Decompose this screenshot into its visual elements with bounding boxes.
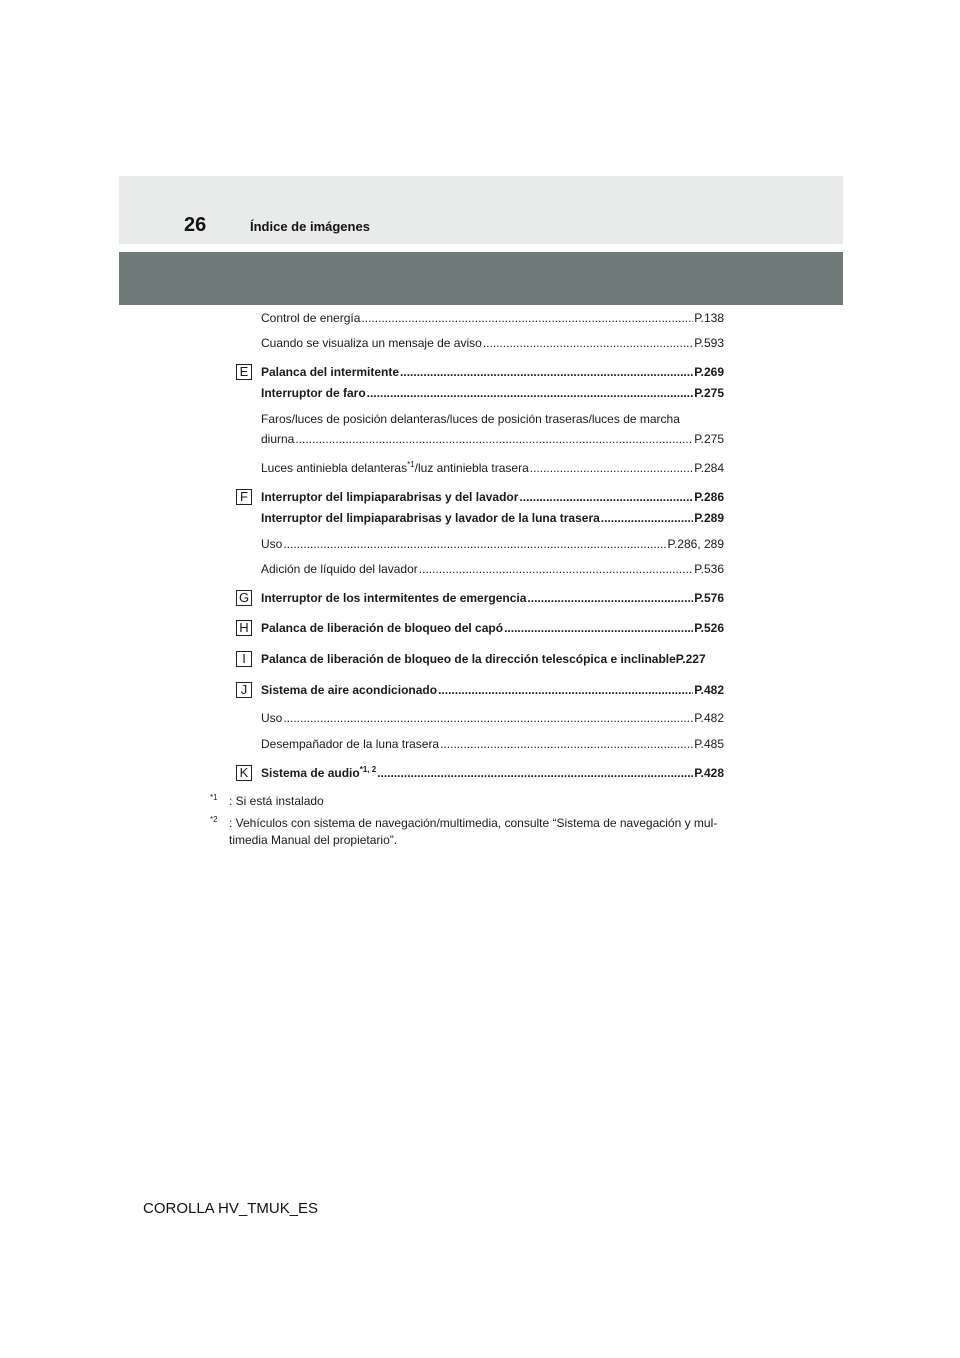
entry-control-energia[interactable]: Control de energía ..... P.138 bbox=[261, 310, 724, 326]
entry-mensaje-aviso[interactable]: Cuando se visualiza un mensaje de aviso ..... P.593 bbox=[261, 335, 724, 351]
leader-dots bbox=[283, 536, 666, 552]
entry-antiniebla[interactable]: Luces antiniebla delanteras$^{*1}$/luz antiniebla trasera ..... P.284 bbox=[261, 460, 724, 476]
entry-palanca-intermitente[interactable]: Palanca del intermitente ..... P.269 bbox=[261, 364, 724, 380]
entry-audio[interactable]: Sistema de audio$^{*1, 2}$ ..... P.428 bbox=[261, 765, 724, 781]
entry-limpiaparabrisas[interactable]: Interruptor del limpiaparabrisas y del lavador ..... P.286 bbox=[261, 489, 724, 505]
leader-dots bbox=[283, 710, 693, 726]
entry-direccion[interactable]: Palanca de liberación de bloqueo de la dirección telescópica e inclinableP.227 bbox=[261, 652, 706, 666]
leader-dots bbox=[519, 489, 693, 505]
header-band bbox=[119, 176, 843, 244]
leader-dots bbox=[361, 310, 693, 326]
section-title: Índice de imágenes bbox=[250, 219, 370, 234]
entry-limpia-trasera[interactable]: Interruptor del limpiaparabrisas y lavador de la luna trasera ..... P.289 bbox=[261, 510, 724, 526]
leader-dots bbox=[530, 460, 693, 476]
footnote-1: $^{*1}$ : Si está instalado bbox=[210, 793, 324, 808]
leader-dots bbox=[601, 510, 693, 526]
entry-faros-line1[interactable]: Faros/luces de posición delanteras/luces de posición traseras/luces de marcha bbox=[261, 412, 680, 426]
section-letter-k: K bbox=[236, 765, 252, 781]
entry-desempanador[interactable]: Desempañador de la luna trasera ..... P.485 bbox=[261, 736, 724, 752]
section-letter-i: I bbox=[236, 651, 252, 667]
entry-capo[interactable]: Palanca de liberación de bloqueo del capó ..... P.526 bbox=[261, 620, 724, 636]
leader-dots bbox=[295, 431, 693, 447]
leader-dots bbox=[400, 364, 693, 380]
leader-dots bbox=[440, 736, 693, 752]
section-divider-bar bbox=[119, 252, 843, 305]
footer-model: COROLLA HV_TMUK_ES bbox=[143, 1200, 319, 1217]
entry-uso-limpia[interactable]: Uso ..... P.286, 289 bbox=[261, 536, 724, 552]
leader-dots bbox=[377, 765, 693, 781]
leader-dots bbox=[438, 682, 693, 698]
leader-dots bbox=[504, 620, 693, 636]
entry-interruptor-faro[interactable]: Interruptor de faro ..... P.275 bbox=[261, 385, 724, 401]
section-letter-f: F bbox=[236, 489, 252, 505]
section-letter-g: G bbox=[236, 590, 252, 606]
leader-dots bbox=[527, 590, 693, 606]
footnote-2-continued: timedia Manual del propietario”. bbox=[229, 833, 398, 847]
entry-emergencia[interactable]: Interruptor de los intermitentes de emergencia ..... P.576 bbox=[261, 590, 724, 606]
entry-aire[interactable]: Sistema de aire acondicionado ..... P.482 bbox=[261, 682, 724, 698]
section-letter-h: H bbox=[236, 620, 252, 636]
section-letter-j: J bbox=[236, 682, 252, 698]
leader-dots bbox=[483, 335, 693, 351]
section-letter-e: E bbox=[236, 364, 252, 380]
entry-faros-line2[interactable]: diurna ..... P.275 bbox=[261, 431, 724, 447]
entry-uso-aire[interactable]: Uso ..... P.482 bbox=[261, 710, 724, 726]
footnote-2: $^{*2}$ : Vehículos con sistema de navegación/multimedia, consulte “Sistema de navegación y mul- bbox=[210, 815, 718, 830]
leader-dots bbox=[419, 561, 693, 577]
leader-dots bbox=[367, 385, 694, 401]
page-number: 26 bbox=[184, 214, 207, 236]
entry-adicion-liquido[interactable]: Adición de líquido del lavador ..... P.536 bbox=[261, 561, 724, 577]
